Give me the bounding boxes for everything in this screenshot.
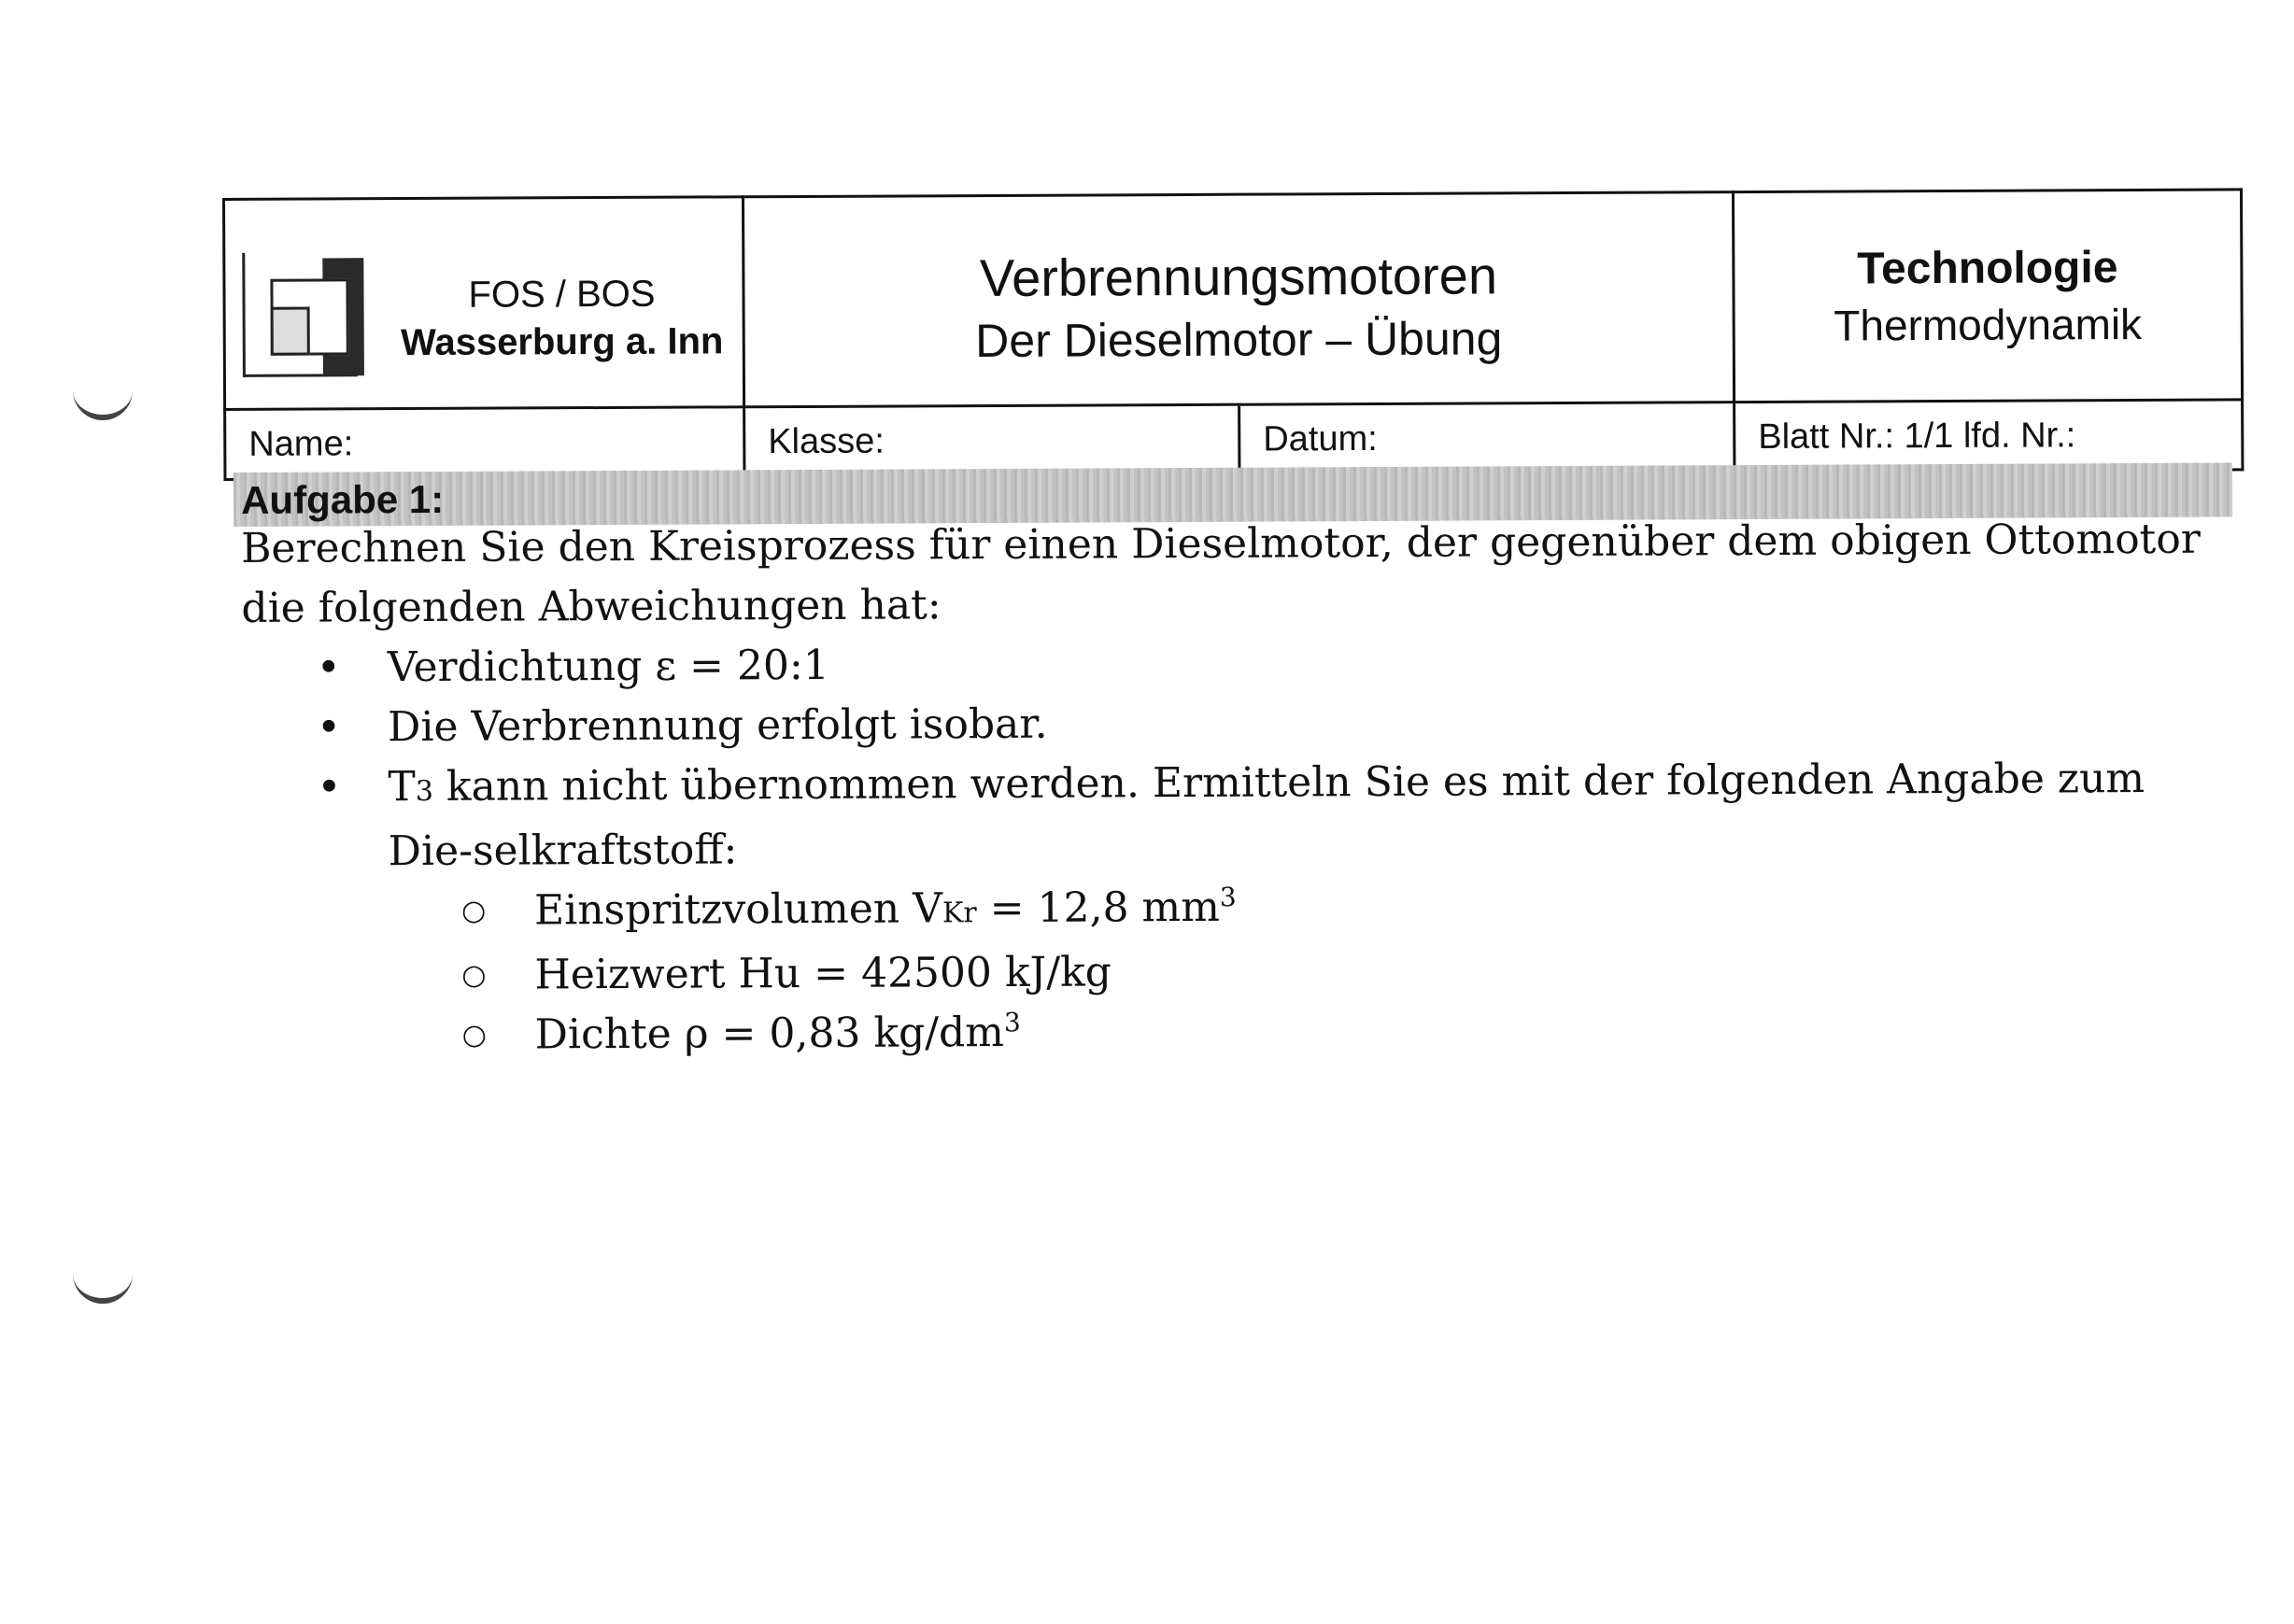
list-item: • T3 kann nicht übernommen werden. Ermitteln Sie es mit der folgenden Angabe zum Die-selkraftstoff: ○ Einspritzvolumen VKr = 12,8 $mm^3$ ○ Heizwert Hu = 42500 kJ/kg ○ Dichte ρ = 0,83 $kg/dm^3$ xyxy=(242,749,2233,1066)
worksheet-header xyxy=(222,188,2241,478)
list-item: • Die Verbrennung erfolgt isobar. xyxy=(242,689,2231,758)
sheet-number-field: Blatt Nr.: 1/1 lfd. Nr.: xyxy=(1735,400,2243,473)
task-title: Aufgabe 1: xyxy=(241,476,445,522)
subject-title: Technologie xyxy=(1857,242,2118,293)
punch-hole-mark xyxy=(73,1266,133,1304)
subject-subtitle: Thermodynamik xyxy=(1834,299,2143,350)
task-body xyxy=(241,510,2233,1066)
date-field: Datum: xyxy=(1239,402,1735,475)
header-table xyxy=(222,188,2244,481)
school-name-line2: Wasserburg a. Inn xyxy=(401,320,724,364)
class-field: Klasse: xyxy=(744,404,1239,477)
subject-cell xyxy=(1734,190,2243,402)
name-field: Name: xyxy=(225,407,744,480)
task-intro: Berechnen Sie den Kreisprozess für einen Dieselmotor, der gegenüber dem obigen Ottomotor die folgenden Abweichungen hat: xyxy=(241,515,2201,632)
worksheet-title: Verbrennungsmotoren xyxy=(979,245,1498,307)
fuel-data-list xyxy=(389,873,2233,1066)
school-cell xyxy=(224,197,744,410)
list-item: • Verdichtung ε = 20:1 xyxy=(242,629,2231,699)
deviation-list xyxy=(242,629,2233,1066)
title-cell xyxy=(743,192,1735,407)
t3-symbol: T xyxy=(388,763,416,812)
punch-hole-mark xyxy=(73,383,133,420)
list-item: ○ Dichte ρ = 0,83 $kg/dm^3$ xyxy=(389,997,2233,1066)
list-item: ○ Heizwert Hu = 42500 kJ/kg xyxy=(389,938,2232,1007)
list-item: ○ Einspritzvolumen VKr = 12,8 $mm^3$ xyxy=(389,873,2232,947)
worksheet-subtitle: Der Dieselmotor – Übung xyxy=(975,311,1503,367)
school-logo xyxy=(242,252,364,380)
school-name-line1: FOS / BOS xyxy=(468,273,656,316)
t3-index: 3 xyxy=(415,774,433,809)
